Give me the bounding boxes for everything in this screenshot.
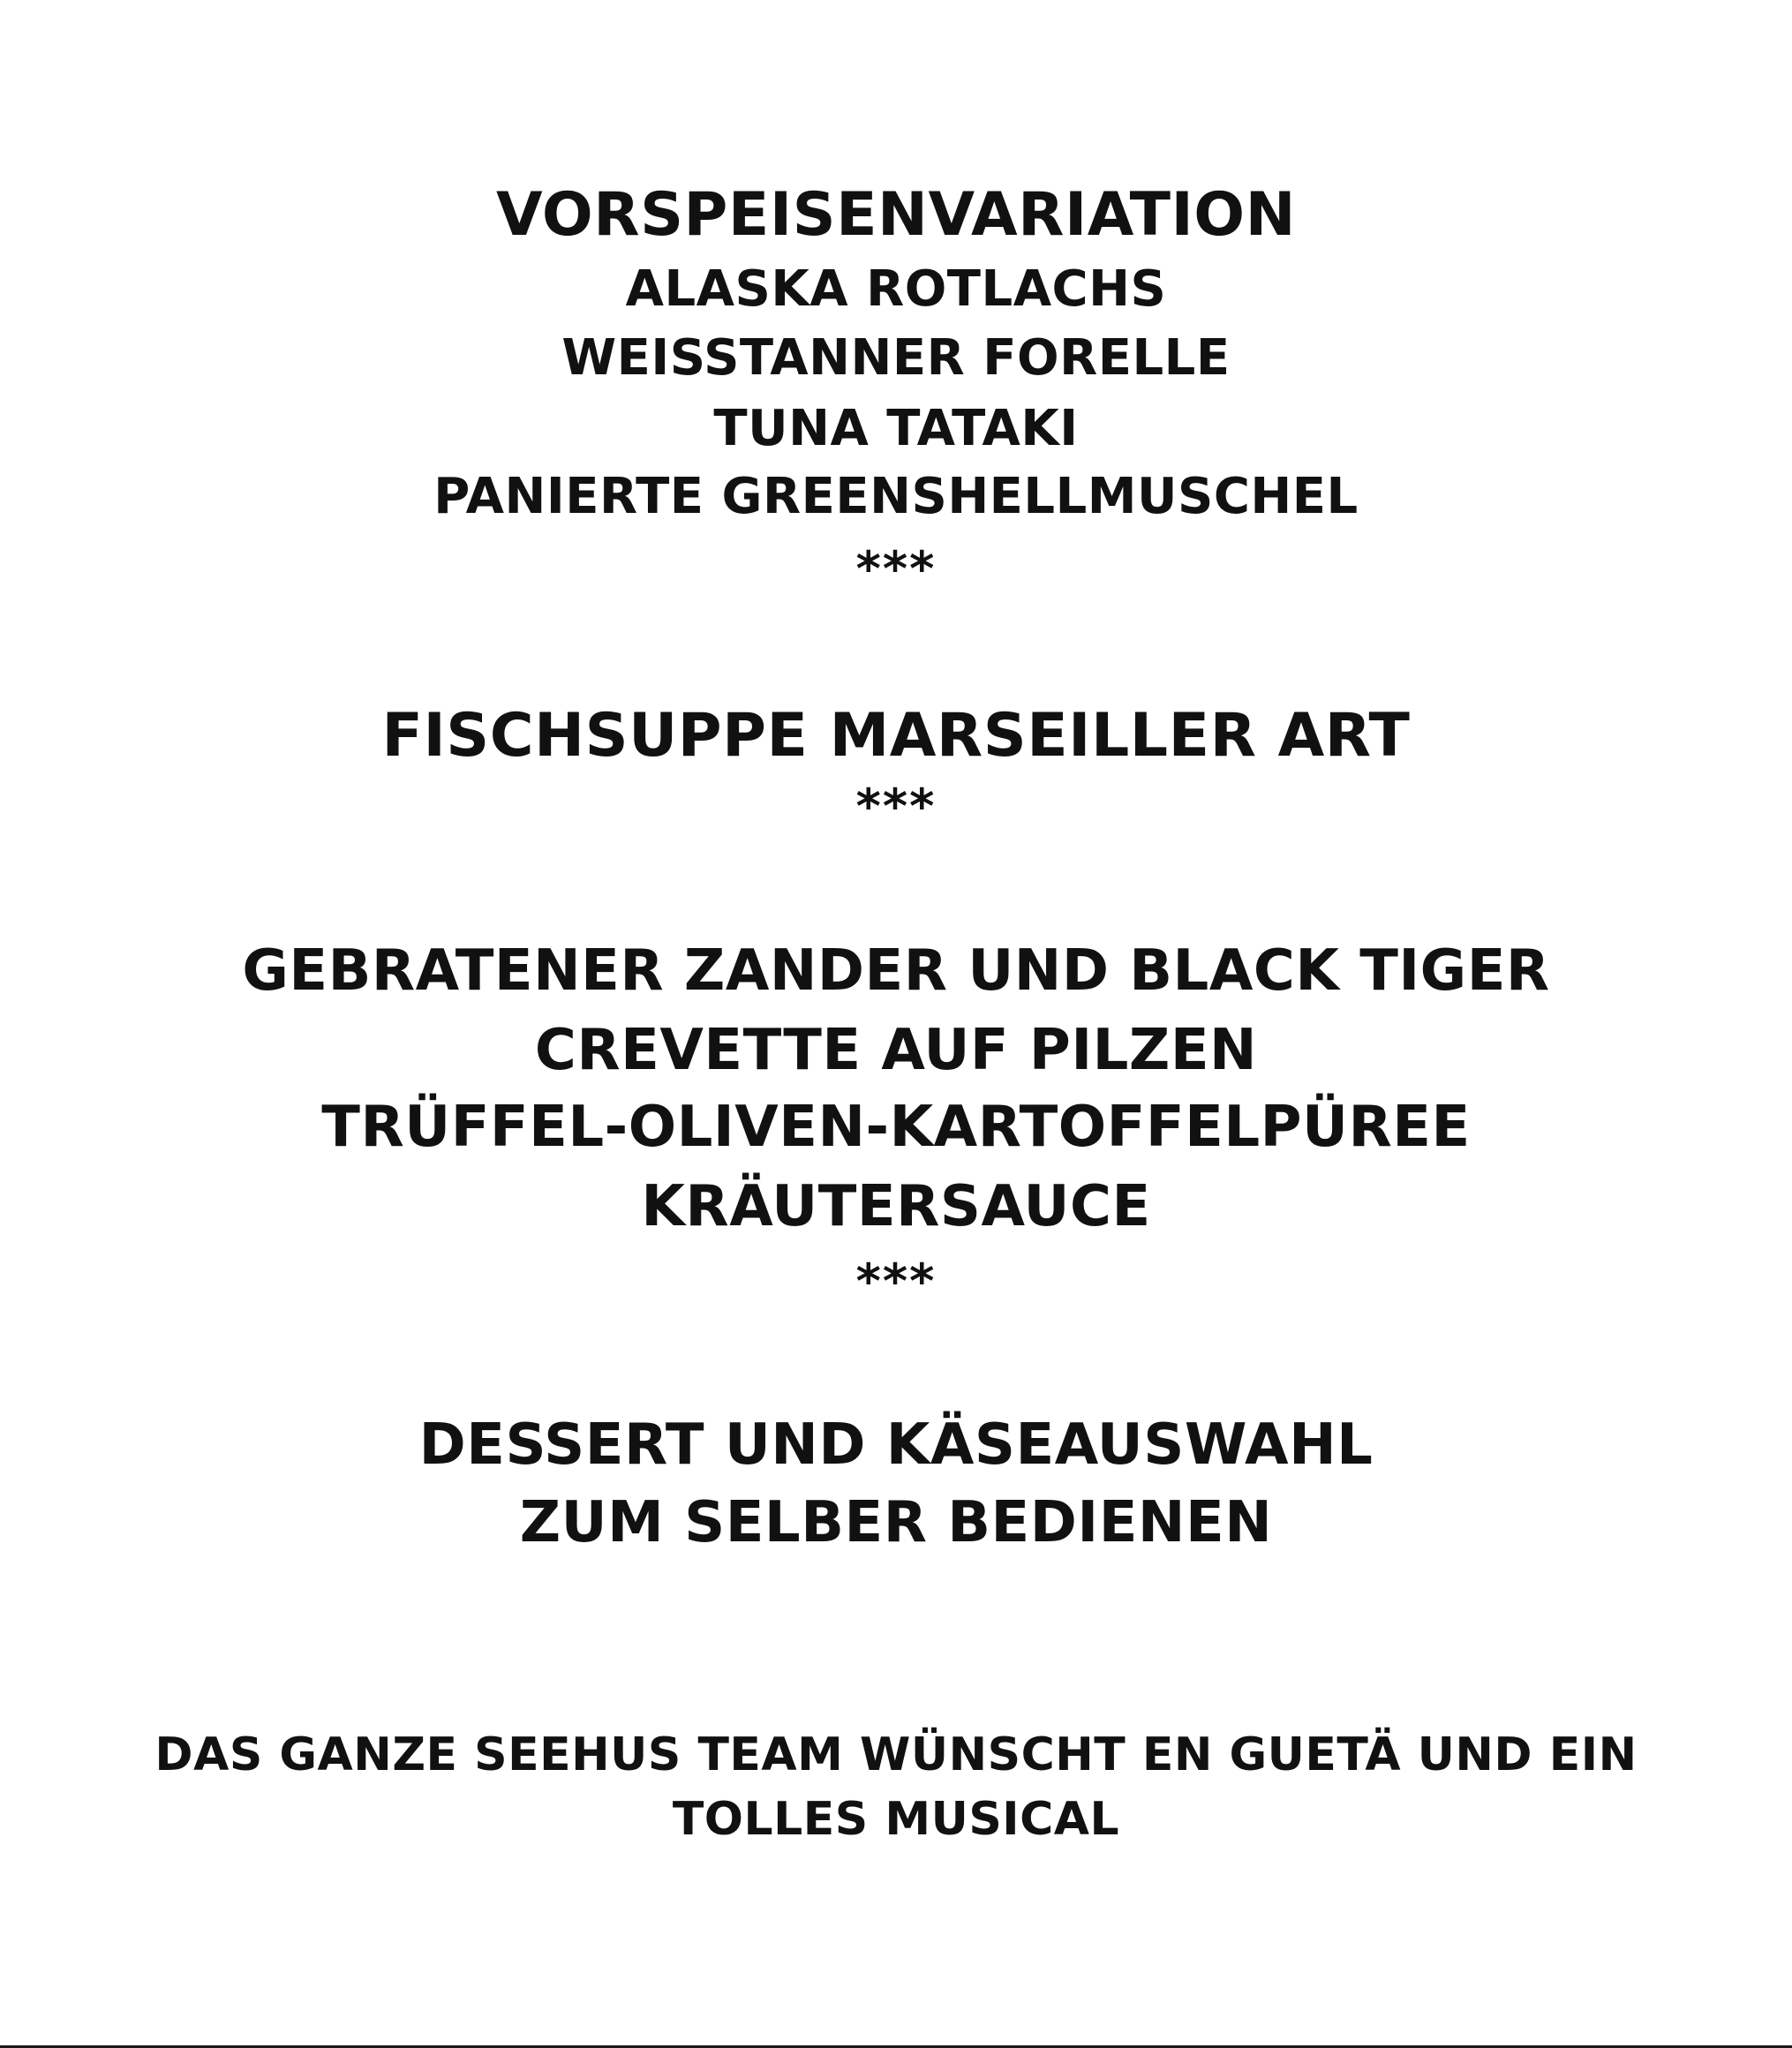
course-title-starters: VORSPEISENVARIATION <box>495 180 1297 250</box>
course-separator: *** <box>855 779 937 834</box>
starter-item: PANIERTE GREENSHELLMUSCHEL <box>433 468 1359 525</box>
course-title-soup: FISCHSUPPE MARSEILLER ART <box>381 701 1411 771</box>
main-course-line: GEBRATENER ZANDER UND BLACK TIGER <box>242 938 1550 1004</box>
course-separator: *** <box>855 541 937 597</box>
starter-item: WEISSTANNER FORELLE <box>561 329 1231 387</box>
starter-item: TUNA TATAKI <box>713 400 1079 457</box>
main-course-line: CREVETTE AUF PILZEN <box>534 1018 1258 1083</box>
closing-message-line: TOLLES MUSICAL <box>672 1793 1120 1846</box>
starter-item: ALASKA ROTLACHS <box>625 260 1167 318</box>
main-course-line: TRÜFFEL-OLIVEN-KARTOFFELPÜREE <box>321 1095 1471 1160</box>
dessert-line: DESSERT UND KÄSEAUSWAHL <box>418 1412 1374 1478</box>
main-course-line: KRÄUTERSAUCE <box>641 1174 1151 1239</box>
closing-message-line: DAS GANZE SEEHUS TEAM WÜNSCHT EN GUETÄ UND EIN <box>154 1728 1638 1781</box>
dessert-line: ZUM SELBER BEDIENEN <box>519 1490 1273 1555</box>
course-separator: *** <box>855 1254 937 1309</box>
